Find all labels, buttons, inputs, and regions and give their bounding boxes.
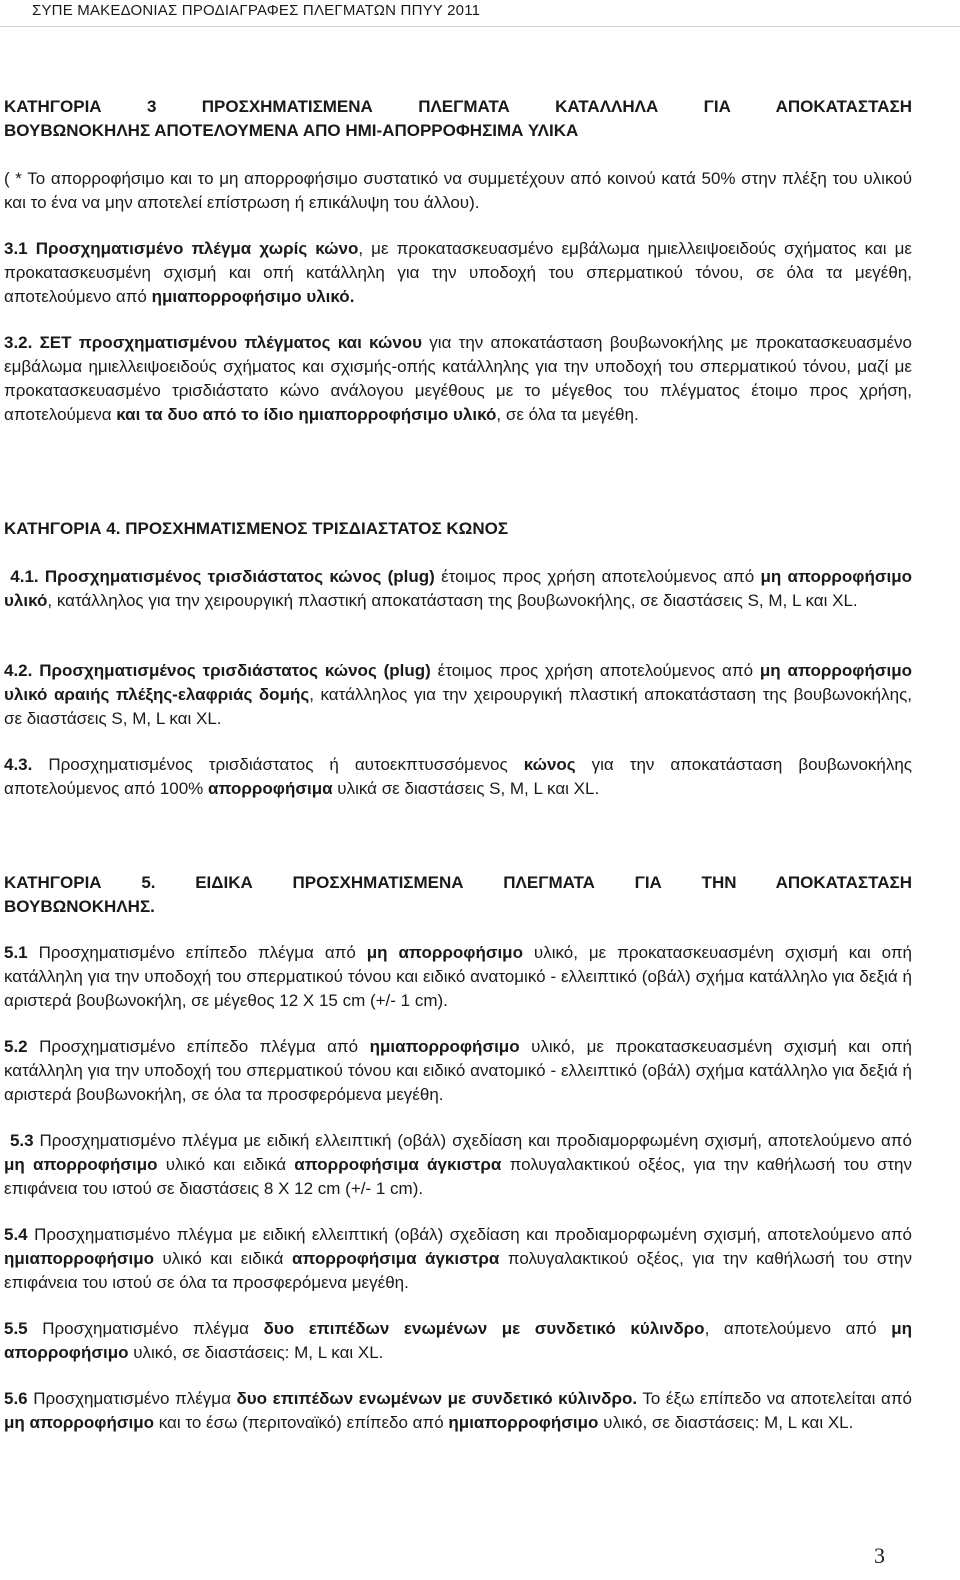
item-5-2-text: Προσχηματισμένο επίπεδο πλέγμα από xyxy=(27,1037,370,1056)
item-4-2-number: 4.2. xyxy=(4,661,33,680)
item-5-4-tail: πολυγαλακτικού οξέος, για την καθήλωσή του στην επιφάνεια του ιστού σε όλα τα προσφερόμενα μεγέθη. xyxy=(4,1249,913,1292)
item-5-1-number: 5.1 xyxy=(4,943,28,962)
item-3-1-material: ημιαπορροφήσιμο υλικό. xyxy=(151,287,355,306)
item-5-6 xyxy=(4,1387,912,1435)
item-5-4-number: 5.4 xyxy=(4,1225,28,1244)
item-5-5 xyxy=(4,1317,912,1365)
item-5-5-material: μη απορροφήσιμο xyxy=(4,1319,912,1362)
item-5-2-tail: υλικό, με προκατασκευασμένη σχισμή και οπή κατάλληλη για την υποδοχή του σπερματικού τόνου και ειδικό ανατομικό - ελλειπτικό (οβάλ) σχήμα κατάλληλο για δεξιά ή αριστερά βουβωνοκήλη, σε όλα τα προσφερόμενα μεγέθη. xyxy=(4,1037,913,1104)
item-4-1-text: έτοιμος προς χρήση αποτελούμενος από xyxy=(434,567,761,586)
item-3-2-material: και τα δυο από το ίδιο ημιαπορροφήσιμο υλικό xyxy=(116,405,497,424)
item-5-3-text: Προσχηματισμένο πλέγμα με ειδική ελλειπτική (οβάλ) σχεδίαση και προδιαμορφωμένη σχισμή, αποτελούμενο από xyxy=(33,1131,912,1150)
item-5-6-structure: δυο επιπέδων ενωμένων με συνδετικό κύλινδρο. xyxy=(236,1389,638,1408)
item-4-1-tail: , κατάλληλος για την χειρουργική πλαστική αποκατάσταση της βουβωνοκήλης, σε διαστάσεις S, M, L και XL. xyxy=(47,591,858,610)
item-4-3-material: απορροφήσιμα xyxy=(208,779,333,798)
item-4-1-material: μη απορροφήσιμο υλικό xyxy=(4,567,912,610)
item-5-2 xyxy=(4,1035,912,1107)
item-5-4-material: ημιαπορροφήσιμο xyxy=(4,1249,154,1268)
item-5-5-tail: υλικό, σε διαστάσεις: M, L και XL. xyxy=(128,1343,384,1362)
item-5-3 xyxy=(4,1129,912,1201)
item-5-2-number: 5.2 xyxy=(4,1037,28,1056)
category-4-heading: ΚΑΤΗΓΟΡΙΑ 4. ΠΡΟΣΧΗΜΑΤΙΣΜΕΝΟΣ ΤΡΙΣΔΙΑΣΤΑΤΟΣ ΚΩΝΟΣ xyxy=(4,519,509,538)
item-5-3-number: 5.3 xyxy=(9,1131,34,1150)
item-4-3 xyxy=(4,753,912,801)
item-5-3-text2: υλικό και ειδικά xyxy=(157,1155,295,1174)
item-3-1-text: , με προκατασκευασμένο εμβάλωμα ημιελλειψοειδούς σχήματος και με προκατασκευσμένη σχισμή και οπή κατάλληλη για την υποδοχή του σπερματικού τόνου, σε όλα τα μεγέθη, αποτελούμενο από xyxy=(4,239,912,306)
category-3-heading-line2: ΒΟΥΒΩΝΟΚΗΛΗΣ ΑΠΟΤΕΛΟΥΜΕΝΑ ΑΠΟ ΗΜΙ-ΑΠΟΡΡΟΦΗΣΙΜΑ ΥΛΙΚΑ xyxy=(4,121,579,140)
item-3-2-text: για την αποκατάσταση βουβωνοκήλης με προκατασκευασμένο εμβάλωμα ημιελλειψοειδούς σχήματος και σχισμής-οπής κατάλληλης για την υποδοχή του σπερματικού τόνου, μαζί με προκατασκευασμένο τρισδιάστατο κώνο ανάλογου μεγέθους με το μέγεθος του πλέγματος έτοιμο προς χρήση, αποτελούμενα xyxy=(4,333,913,424)
item-3-2 xyxy=(4,331,912,427)
item-5-5-structure: δυο επιπέδων ενωμένων με συνδετικό κύλινδρο xyxy=(263,1319,705,1338)
item-5-6-text2: Το έξω επίπεδο να αποτελείται από xyxy=(637,1389,913,1408)
running-header: ΣΥΠΕ ΜΑΚΕΔΟΝΙΑΣ ΠΡΟΔΙΑΓΡΑΦΕΣ ΠΛΕΓΜΑΤΩΝ ΠΠΥΥ 2011 xyxy=(32,2,481,19)
item-5-3-hooks: απορροφήσιμα άγκιστρα xyxy=(294,1155,502,1174)
item-5-5-text: Προσχηματισμένο πλέγμα xyxy=(27,1319,264,1338)
item-4-3-cone: κώνος xyxy=(523,755,576,774)
page-number: 3 xyxy=(874,1543,885,1568)
item-5-3-material: μη απορροφήσιμο xyxy=(4,1155,158,1174)
item-5-6-number: 5.6 xyxy=(4,1389,28,1408)
item-5-3-tail: πολυγαλακτικού οξέος, για την καθήλωσή του στην επιφάνεια του ιστού σε διαστάσεις 8 Χ 12 cm (+/- 1 cm). xyxy=(4,1155,912,1198)
item-4-1-number: 4.1. xyxy=(10,567,39,586)
item-5-4-hooks: απορροφήσιμα άγκιστρα xyxy=(291,1249,500,1268)
item-5-2-material: ημιαπορροφήσιμο xyxy=(369,1037,520,1056)
item-4-2 xyxy=(4,659,912,731)
item-5-4 xyxy=(4,1223,912,1295)
category-3-note: ( * Το απορροφήσιμο και το μη απορροφήσιμο συστατικό να συμμετέχουν από κοινού κατά 50% στην πλέξη του υλικού και το ένα να μην αποτελεί επίστρωση ή επικάλυψη του άλλου). xyxy=(4,169,912,212)
item-5-6-tail: υλικό, σε διαστάσεις: M, L και XL. xyxy=(598,1413,854,1432)
item-4-1-title: Προσχηματισμένος τρισδιάστατος κώνος (plug) xyxy=(44,567,435,586)
item-5-1 xyxy=(4,941,912,1013)
item-3-2-title: ΣΕΤ προσχηματισμένου πλέγματος και κώνου xyxy=(39,333,423,352)
item-4-2-tail: , κατάλληλος για την χειρουργική πλαστική αποκατάσταση της βουβωνοκήλης, σε διαστάσεις S, M, L και XL. xyxy=(4,685,912,728)
item-5-6-inner-material: ημιαπορροφήσιμο xyxy=(448,1413,599,1432)
item-5-5-number: 5.5 xyxy=(4,1319,28,1338)
category-3-heading-line1: ΚΑΤΗΓΟΡΙΑ 3 ΠΡΟΣΧΗΜΑΤΙΣΜΕΝΑ ΠΛΕΓΜΑΤΑ ΚΑΤΑΛΛΗΛΑ ΓΙΑ ΑΠΟΚΑΤΑΣΤΑΣΗ xyxy=(4,97,912,116)
item-5-5-text2: , αποτελούμενο από xyxy=(704,1319,892,1338)
category-5-heading-line1: ΚΑΤΗΓΟΡΙΑ 5. ΕΙΔΙΚΑ ΠΡΟΣΧΗΜΑΤΙΣΜΕΝΑ ΠΛΕΓΜΑΤΑ ΓΙΑ ΤΗΝ ΑΠΟΚΑΤΑΣΤΑΣΗ xyxy=(4,873,912,892)
item-5-6-outer-material: μη απορροφήσιμο xyxy=(4,1413,154,1432)
item-5-6-text: Προσχηματισμένο πλέγμα xyxy=(27,1389,237,1408)
item-3-1 xyxy=(4,237,912,309)
category-5-heading-line2: ΒΟΥΒΩΝΟΚΗΛΗΣ. xyxy=(4,897,155,916)
item-3-2-number: 3.2. xyxy=(4,333,33,352)
header-rule xyxy=(0,26,960,27)
item-5-6-text3: και το έσω (περιτοναϊκό) επίπεδο από xyxy=(154,1413,449,1432)
item-3-1-title: Προσχηματισμένο πλέγμα χωρίς κώνο xyxy=(35,239,359,258)
item-4-2-title: Προσχηματισμένος τρισδιάστατος κώνος (plug) xyxy=(39,661,431,680)
item-5-1-material: μη απορροφήσιμο xyxy=(366,943,523,962)
item-4-2-material: μη απορροφήσιμο υλικό αραιής πλέξης-ελαφριάς δομής xyxy=(4,661,912,704)
item-3-1-number: 3.1 xyxy=(4,239,28,258)
item-4-3-tail: υλικά σε διαστάσεις S, M, L και XL. xyxy=(332,779,600,798)
item-3-2-tail: , σε όλα τα μεγέθη. xyxy=(496,405,639,424)
item-4-1 xyxy=(4,565,912,613)
item-4-3-number: 4.3. xyxy=(4,755,33,774)
item-5-4-text: Προσχηματισμένο πλέγμα με ειδική ελλειπτική (οβάλ) σχεδίαση και προδιαμορφωμένη σχισμή, αποτελούμενο από xyxy=(27,1225,912,1244)
item-5-1-text: Προσχηματισμένο επίπεδο πλέγμα από xyxy=(27,943,367,962)
item-4-3-text2: για την αποκατάσταση βουβωνοκήλης αποτελούμενος από 100% xyxy=(4,755,912,798)
item-4-2-text: έτοιμος προς χρήση αποτελούμενος από xyxy=(430,661,760,680)
item-5-1-tail: υλικό, με προκατασκευασμένη σχισμή και οπή κατάλληλη για την υποδοχή του σπερματικού τόνου και ειδικό ανατομικό - ελλειπτικό (οβάλ) σχήμα κατάλληλο για δεξιά ή αριστερά βουβωνοκήλη, σε μέγεθος 12 Χ 15 cm (+/- 1 cm). xyxy=(4,943,912,1010)
item-4-3-text: Προσχηματισμένος τρισδιάστατος ή αυτοεκπτυσσόμενος xyxy=(32,755,524,774)
item-5-4-text2: υλικό και ειδικά xyxy=(154,1249,292,1268)
